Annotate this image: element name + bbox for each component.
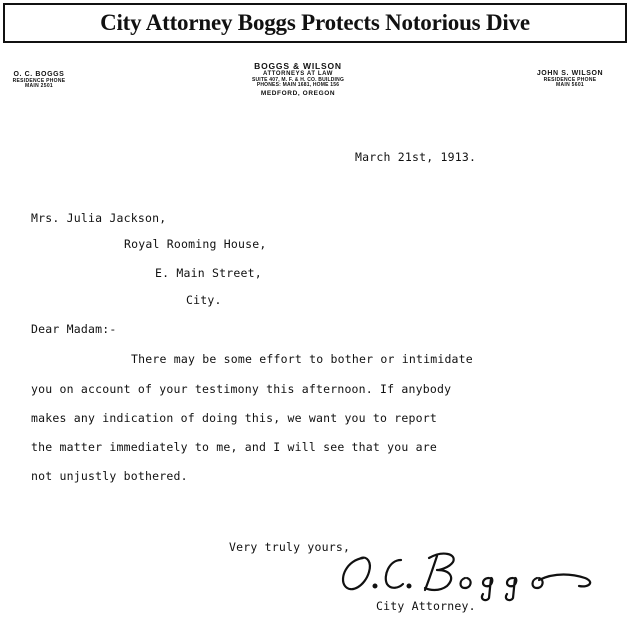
closing: Very truly yours,	[229, 540, 351, 554]
phone-right: MAIN 5601	[556, 82, 584, 89]
address-line: E. Main Street,	[155, 266, 262, 280]
body-line: you on account of your testimony this afternoon. If anybody	[31, 382, 452, 396]
letterhead-left	[8, 71, 70, 90]
signer-title: City Attorney.	[376, 599, 476, 613]
body-line: makes any indication of doing this, we want you to report	[31, 411, 438, 425]
firm-name: BOGGS & WILSON	[254, 61, 342, 71]
salutation: Dear Madam:-	[31, 322, 117, 336]
firm-city: MEDFORD, OREGON	[260, 89, 336, 97]
firm-profession: ATTORNEYS AT LAW	[262, 71, 334, 78]
partner-name-left: O. C. BOGGS	[13, 71, 65, 78]
firm-phones: PHONES: MAIN 1681, HOME 156	[256, 82, 340, 89]
address-line: Royal Rooming House,	[124, 237, 267, 251]
partner-name-right: JOHN S. WILSON	[536, 70, 604, 77]
headline: City Attorney Boggs Protects Notorious Dive	[100, 10, 530, 35]
letterhead-right	[524, 70, 616, 89]
signature	[333, 540, 613, 602]
phone-label-right: RESIDENCE PHONE	[543, 76, 597, 83]
phone-label-left: RESIDENCE PHONE	[12, 77, 66, 84]
firm-suite: SUITE 407, M. F. & H. CO. BUILDING	[251, 76, 345, 83]
letterhead-center	[208, 62, 388, 97]
body-line: There may be some effort to bother or intimidate	[131, 352, 473, 366]
body-line: not unjustly bothered.	[31, 469, 188, 483]
phone-left: MAIN 2501	[25, 83, 53, 90]
letter-date: March 21st, 1913.	[355, 150, 477, 164]
headline-box	[3, 3, 627, 43]
body-line: the matter immediately to me, and I will see that you are	[31, 440, 438, 454]
address-line: Mrs. Julia Jackson,	[31, 211, 167, 225]
address-line: City.	[186, 293, 222, 307]
